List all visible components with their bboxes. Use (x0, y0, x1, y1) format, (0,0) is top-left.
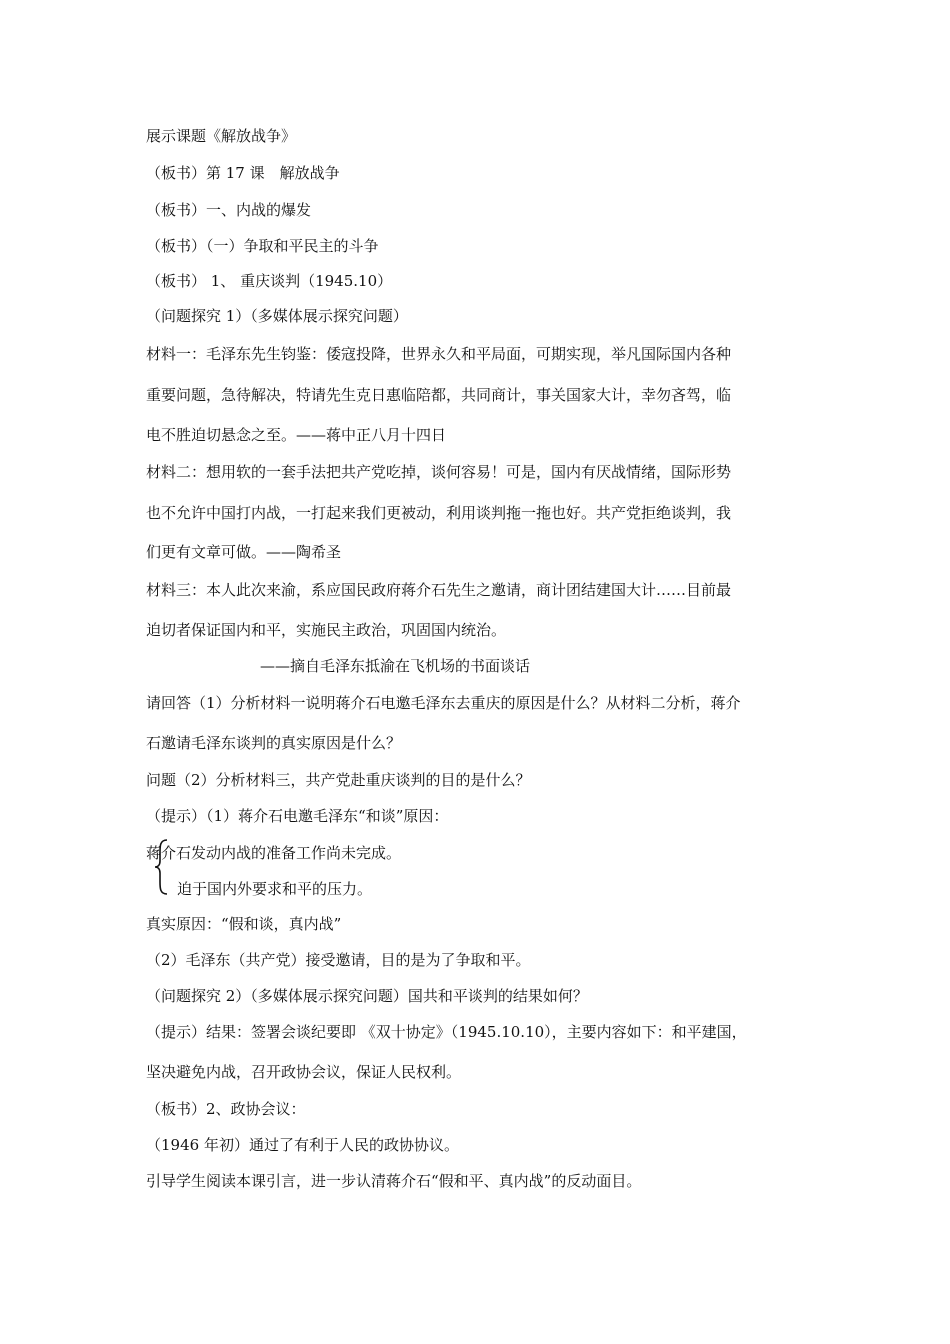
hint-one-heading: （提示）（1）蒋介石电邀毛泽东“和谈”原因： (146, 807, 449, 825)
hint-reason-one: 蒋介石发动内战的准备工作尚未完成。 (146, 844, 402, 862)
board-item-pcc: （板书）2、政协会议： (146, 1100, 306, 1118)
closing-guidance: 引导学生阅读本课引言，进一步认清蒋介石“假和平、真内战”的反动面目。 (146, 1172, 642, 1190)
material-three-line-2: 迫切者保证国内和平，实施民主政治，巩固国内统治。 (146, 621, 507, 639)
material-two-line-3: 们更有文章可做。——陶希圣 (146, 543, 342, 561)
lesson-title-line: 展示课题《解放战争》 (146, 127, 297, 145)
true-reason: 真实原因：“假和谈，真内战” (146, 915, 342, 933)
material-three-source: ——摘自毛泽东抵渝在飞机场的书面谈话 (260, 657, 531, 675)
result-line-2: 坚决避免内战，召开政协会议，保证人民权利。 (146, 1063, 462, 1081)
question-one-line-1: 请回答（1）分析材料一说明蒋介石电邀毛泽东去重庆的原因是什么？从材料二分析，蒋介 (146, 694, 741, 712)
board-section-one: （板书）一、内战的爆发 (146, 201, 312, 219)
board-lesson-heading: （板书）第 17 课 解放战争 (146, 164, 340, 182)
material-one-line-2: 重要问题，急待解决，特请先生克日惠临陪都，共同商计，事关国家大计，幸勿吝驾，临 (146, 386, 732, 404)
material-one-line-3: 电不胜迫切悬念之至。——蒋中正八月十四日 (146, 426, 447, 444)
material-two-line-1: 材料二：想用软的一套手法把共产党吃掉，谈何容易！可是，国内有厌战情绪，国际形势 (146, 463, 732, 481)
hint-reason-two: 迫于国内外要求和平的压力。 (177, 880, 373, 898)
question-two: 问题（2）分析材料三，共产党赴重庆谈判的目的是什么？ (146, 771, 531, 789)
question-one-line-2: 石邀请毛泽东谈判的真实原因是什么？ (146, 734, 402, 752)
board-subsection-one: （板书）（一）争取和平民主的斗争 (146, 237, 379, 255)
hint-two: （2）毛泽东（共产党）接受邀请，目的是为了争取和平。 (146, 951, 531, 969)
inquiry-one-heading: （问题探究 1）（多媒体展示探究问题） (146, 307, 408, 325)
result-line-1: （提示）结果：签署会谈纪要即 《双十协定》（1945.10.10），主要内容如下：和平建国， (146, 1023, 747, 1041)
board-item-chongqing: （板书） 1、 重庆谈判（1945.10） (146, 272, 393, 290)
pcc-agreement: （1946 年初）通过了有利于人民的政协协议。 (146, 1136, 459, 1154)
material-two-line-2: 也不允许中国打内战，一打起来我们更被动，利用谈判拖一拖也好。共产党拒绝谈判，我 (146, 504, 732, 522)
inquiry-two-heading: （问题探究 2）（多媒体展示探究问题）国共和平谈判的结果如何？ (146, 987, 588, 1005)
material-one-line-1: 材料一：毛泽东先生钧鉴：倭寇投降，世界永久和平局面，可期实现，举凡国际国内各种 (146, 345, 732, 363)
material-three-line-1: 材料三：本人此次来渝，系应国民政府蒋介石先生之邀请，商计团结建国大计……目前最 (146, 581, 732, 599)
